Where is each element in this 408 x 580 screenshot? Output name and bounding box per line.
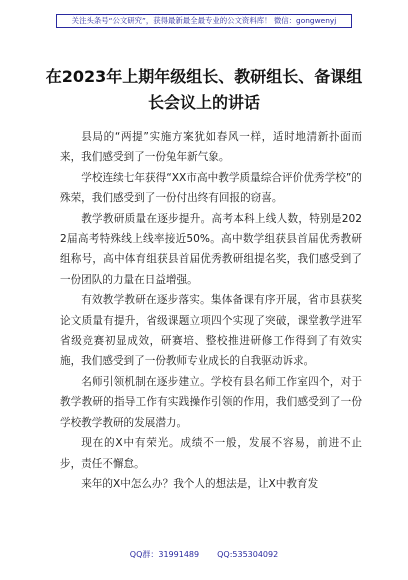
paragraph: 有效教学教研在逐步落实。集体备课有序开展，省市县获奖论文质量有提升，省级课题立项四个实现了突破，课堂教学进军省级竞赛初显成效，研赛培、整校推进研修工作得到了有效实施，我们感受到了一份教师专业成长的自我驱动诉求。 <box>60 294 362 368</box>
footer <box>0 548 408 562</box>
paragraph: 县局的“两提”实施方案犹如春风一样，适时地清新扑面而来，我们感受到了一份兔年新气象。 <box>60 131 362 164</box>
paragraph: 现在的X中有荣光。成绩不一般，发展不容易，前进不止步，责任不懈怠。 <box>60 437 362 470</box>
document-title: 在2023年上期年级组长、教研组长、备课组长会议上的讲话 <box>45 67 363 112</box>
paragraph: 名师引领机制在逐步建立。学校有县名师工作室四个，对于教学教研的指导工作有实践操作引领的作用，我们感受到了一份学校教学教研的发展潜力。 <box>60 375 362 429</box>
document-body <box>60 127 362 494</box>
footer-qq-group: QQ群：31991489 <box>129 550 200 559</box>
paragraph: 来年的X中怎么办？我个人的想法是，让X中教育发 <box>81 477 319 490</box>
paragraph: 学校连续七年获得“XX市高中教学质量综合评价优秀学校”的殊荣，我们感受到了一份付出终有回报的窃喜。 <box>60 171 362 205</box>
paragraph: 教学教研质量在逐步提升。高考本科上线人数，特别是2022届高考特殊线上线率接近50%。高中数学组获县首届优秀教研组称号，高中体育组获县首届优秀教研组提名奖，我们感受到了一份团队的力量在日益增强。 <box>60 212 362 286</box>
footer-qq: QQ:535304092 <box>217 550 279 559</box>
top-banner: 关注头条号“公文研究”，获得最新最全最专业的公文资料库！ 微信：gongwenyj <box>56 14 352 28</box>
